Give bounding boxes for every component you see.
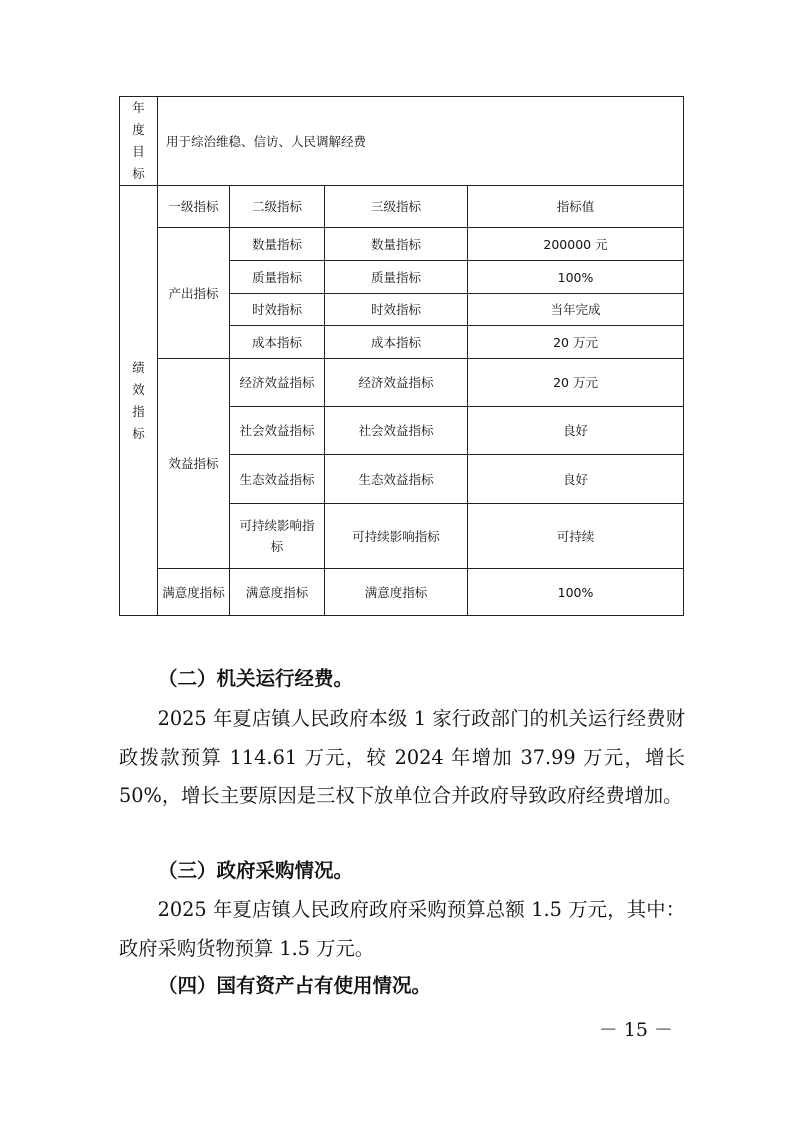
level2-cell: 质量指标	[230, 261, 325, 294]
table-header-row	[120, 186, 684, 228]
satisfaction-indicator-group: 满意度指标	[158, 569, 230, 616]
level2-cell: 经济效益指标	[230, 359, 325, 407]
output-indicator-group: 产出指标	[158, 228, 230, 359]
value-cell: 20 万元	[468, 326, 684, 359]
paragraph-operating-costs: 2025 年夏店镇人民政府本级 1 家行政部门的机关运行经费财政拨款预算 114.61 万元，较 2024 年增加 37.99 万元，增长 50%，增长主要原因是三权下放单位合并政府导致政府经费增加。	[119, 707, 685, 807]
level3-cell: 社会效益指标	[325, 407, 468, 455]
level3-cell: 时效指标	[325, 294, 468, 326]
table-row	[120, 359, 684, 407]
annual-goal-text: 用于综治维稳、信访、人民调解经费	[158, 97, 684, 186]
level3-cell: 数量指标	[325, 228, 468, 261]
paragraph-procurement: 2025 年夏店镇人民政府政府采购预算总额 1.5 万元，其中：政府采购货物预算 1.5 万元。	[119, 898, 685, 960]
level2-cell: 可持续影响指标	[230, 504, 325, 569]
level2-cell: 时效指标	[230, 294, 325, 326]
value-cell: 良好	[468, 407, 684, 455]
annual-goal-row	[120, 97, 684, 186]
level2-cell: 成本指标	[230, 326, 325, 359]
performance-indicator-label: 绩 效 指 标	[120, 186, 158, 616]
header-level1: 一级指标	[158, 186, 230, 228]
level3-cell: 经济效益指标	[325, 359, 468, 407]
section-heading-operating-costs: （二）机关运行经费。	[158, 667, 354, 690]
level2-cell: 满意度指标	[230, 569, 325, 616]
level3-cell: 质量指标	[325, 261, 468, 294]
value-cell: 可持续	[468, 504, 684, 569]
value-cell: 100%	[468, 261, 684, 294]
header-level3: 三级指标	[325, 186, 468, 228]
section-heading-state-assets: （四）国有资产占有使用情况。	[158, 974, 432, 997]
value-cell: 200000 元	[468, 228, 684, 261]
level3-cell: 生态效益指标	[325, 455, 468, 504]
annual-goal-label: 年 度 目 标	[120, 97, 158, 186]
section-heading-procurement: （三）政府采购情况。	[158, 859, 354, 882]
header-value: 指标值	[468, 186, 684, 228]
value-cell: 良好	[468, 455, 684, 504]
level2-cell: 社会效益指标	[230, 407, 325, 455]
value-cell: 当年完成	[468, 294, 684, 326]
value-cell: 100%	[468, 569, 684, 616]
level2-cell: 数量指标	[230, 228, 325, 261]
value-cell: 20 万元	[468, 359, 684, 407]
benefit-indicator-group: 效益指标	[158, 359, 230, 569]
performance-target-table	[119, 96, 684, 616]
level3-cell: 成本指标	[325, 326, 468, 359]
header-level2: 二级指标	[230, 186, 325, 228]
table-row	[120, 569, 684, 616]
table-row	[120, 228, 684, 261]
level3-cell: 可持续影响指标	[325, 504, 468, 569]
level3-cell: 满意度指标	[325, 569, 468, 616]
level2-cell: 生态效益指标	[230, 455, 325, 504]
page-number: － 15 －	[598, 1019, 673, 1041]
